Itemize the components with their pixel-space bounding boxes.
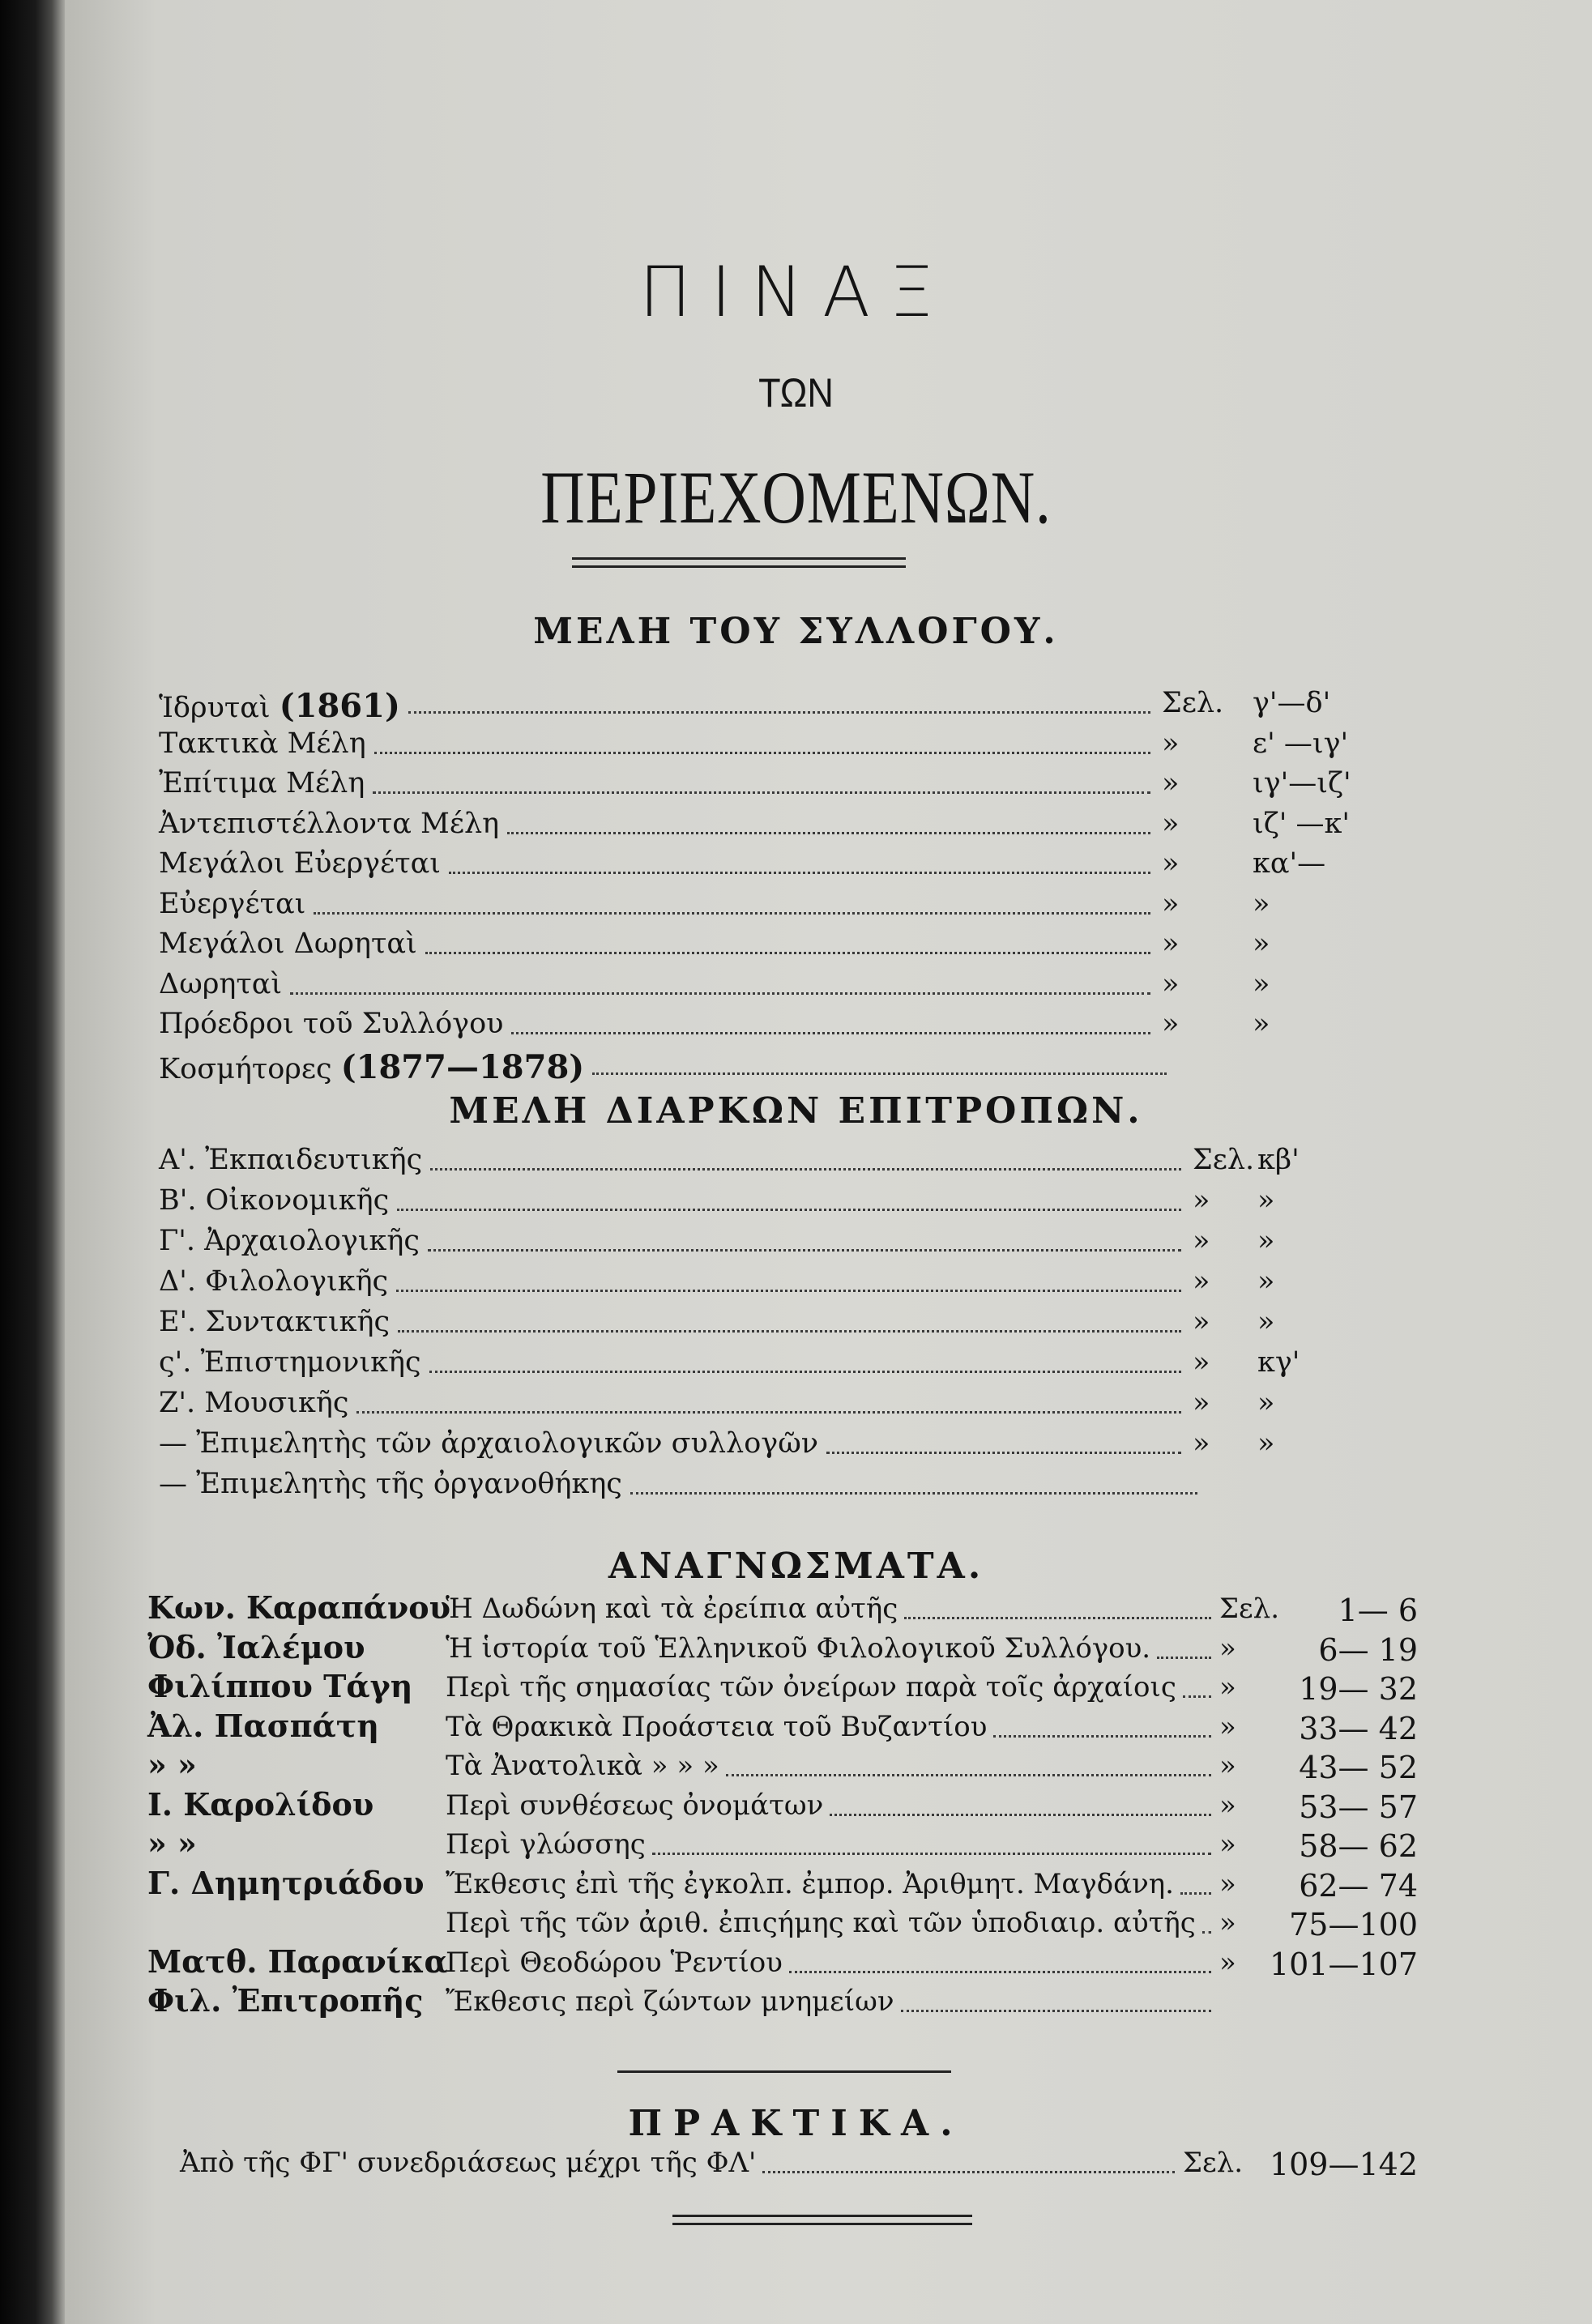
page-number: » [1253,967,1270,1000]
page-mark: » [1162,927,1180,960]
entry-label-text: Α'. Ἐκπαιδευτικῆς [159,1144,423,1176]
readings-rule [617,2070,951,2073]
toc-entry [159,1184,1439,1220]
dot-leader [904,1593,1211,1619]
toc-entry [159,767,1439,803]
page-number: κβ' [1257,1144,1300,1176]
reading-title: Ἔκθεσις ἐπὶ τῆς ἐγκολπ. ἐμπορ. Ἀριθμητ. Μαγδάνη. [446,1867,1174,1900]
entry-label-text: Β'. Οἰκονομικῆς [159,1184,390,1217]
reading-entry [0,1942,1592,1984]
toc-entry [159,1265,1439,1301]
page-number: » [1257,1265,1275,1298]
reading-author: Ὀδ. Ἰαλέμου [147,1628,365,1665]
entry-label [159,1008,503,1040]
page-mark: » [1162,767,1180,800]
page-number: » [1257,1427,1275,1460]
dot-leader [425,927,1150,954]
bottom-rule-top [672,2215,972,2217]
dot-leader [373,767,1150,794]
page-range: 6— 19 [1318,1631,1418,1668]
dot-leader [511,1008,1150,1034]
dot-leader [449,847,1150,874]
toc-entry [159,888,1439,923]
reading-title: Περὶ τῆς τῶν ἀριθ. ἐπιςήμης καὶ τῶν ὑποδιαιρ. αὐτῆς [446,1907,1196,1939]
entry-label-text: Ἱδρυταὶ [159,692,280,724]
page-number: ε' —ιγ' [1253,727,1349,760]
section-heading-proceedings: ΠΡΑΚΤΙΚΑ. [628,2103,964,2144]
dot-leader [428,1225,1181,1252]
page-number: ιγ'—ιζ' [1253,767,1351,800]
reading-entry [0,1707,1592,1748]
page-mark: » [1219,1789,1236,1822]
page-range: 58— 62 [1299,1828,1418,1864]
page-mark: » [1193,1225,1210,1257]
reading-title: Περὶ Θεοδώρου Ῥεντίου [446,1946,783,1979]
toc-entry [159,1346,1439,1382]
reading-entry [0,1668,1592,1708]
toc-entry [159,1427,1439,1463]
page-subtitle: ΤΩΝ [758,370,834,416]
dot-leader [429,1346,1181,1373]
entry-label [159,1265,388,1298]
dot-leader [762,2147,1175,2173]
toc-entry [159,1144,1439,1179]
page-number: » [1257,1184,1275,1217]
reading-title: Περὶ τῆς σημασίας τῶν ὀνείρων παρὰ τοῖς ἀρχαίοις [446,1671,1176,1704]
entry-label [159,1306,390,1338]
dot-leader [396,1265,1181,1292]
entry-label-text: Ε'. Συντακτικῆς [159,1306,391,1338]
toc-entry [159,1048,1439,1084]
reading-entry [0,1982,1592,2023]
dot-leader [630,1468,1197,1495]
page-mark: » [1219,1946,1236,1979]
page-title: ΠΙΝΑΞ [638,252,954,333]
entry-label-text: Γ'. Ἀρχαιολογικῆς [159,1225,420,1257]
entry-label-year: (1861) [279,687,400,725]
page-mark: » [1219,1907,1236,1939]
page-mark: Σελ. [1162,687,1224,719]
entry-label-text: Ἐπίτιμα Μέλη [159,767,365,800]
page-mark: Σελ. [1183,2147,1244,2179]
reading-entry [0,1589,1592,1630]
dot-leader [398,1306,1181,1333]
dot-leader [592,1048,1167,1075]
reading-entry [0,1628,1592,1669]
page-mark: Σελ. [1219,1593,1280,1625]
dot-leader [726,1750,1211,1776]
dot-leader [993,1711,1211,1738]
page-number: ιζ' —κ' [1253,807,1350,840]
entry-label-text: — Ἐπιμελητὴς τῶν ἀρχαιολογικῶν συλλογῶν [159,1427,819,1460]
entry-label-text: Ἀντεπιστέλλοντα Μέλη [159,807,500,840]
page-range: 19— 32 [1299,1671,1418,1707]
page-mark: » [1219,1750,1236,1782]
reading-author: Ι. Καρολίδου [147,1785,374,1823]
entry-label-text: Δωρηταὶ [159,967,283,1000]
page-range: 101—107 [1269,1946,1418,1982]
page-mark: Σελ. [1193,1144,1255,1176]
page-number: κα'— [1253,847,1326,880]
page-range: 1— 6 [1338,1593,1418,1628]
page-mark: » [1162,847,1180,880]
page-mark: » [1193,1306,1210,1338]
entry-label-text: — Ἐπιμελητὴς τῆς ὀργανοθήκης [159,1468,622,1500]
reading-author: Φιλ. Ἐπιτροπῆς [147,1982,424,2019]
reading-author: Γ. Δημητριάδου [147,1864,425,1901]
page-mark: » [1219,1710,1236,1743]
toc-entry [159,727,1439,763]
entry-label [159,1468,622,1500]
entry-label [159,767,365,800]
page-range: 43— 52 [1299,1750,1418,1785]
toc-entry [159,1468,1439,1503]
entry-label [159,927,417,960]
page-mark: » [1219,1867,1236,1900]
page-range: 109—142 [1269,2147,1418,2182]
reading-author: Κων. Καραπάνου [147,1589,450,1626]
reading-title: Περὶ συνθέσεως ὀνομάτων [446,1789,824,1822]
reading-entry [0,1785,1592,1827]
page-mark: » [1193,1427,1210,1460]
toc-entry [159,1225,1439,1260]
section-heading-committees: ΜΕΛΗ ΔΙΑΡΚΩΝ ΕΠΙΤΡΟΠΩΝ. [449,1090,1143,1132]
toc-entry [159,1387,1439,1422]
page-number: » [1257,1387,1275,1419]
dot-leader [1202,1907,1211,1934]
entry-label-text: Ζ'. Μουσικῆς [159,1387,349,1419]
page-mark: » [1162,807,1180,840]
dot-leader [652,1828,1211,1855]
toc-entry [159,847,1439,883]
page-mark: » [1162,967,1180,1000]
proceedings-entry [0,2147,1592,2184]
reading-author: Φιλίππου Τάγη [147,1668,413,1704]
page-number: γ'—δ' [1253,687,1331,719]
entry-label-text: Δ'. Φιλολογικῆς [159,1265,389,1298]
toc-entry [159,1008,1439,1043]
dot-leader [290,968,1150,995]
toc-entry [159,687,1439,723]
entry-label [159,1225,420,1257]
reading-title: Τὰ Ἀνατολικὰ » » » [446,1750,719,1782]
entry-label [159,1144,422,1176]
entry-label-text: ς'. Ἐπιστημονικῆς [159,1346,421,1379]
toc-entry [159,927,1439,963]
dot-leader [356,1387,1181,1414]
page-range: 33— 42 [1299,1710,1418,1746]
page-mark: » [1162,1008,1180,1040]
entry-label [159,1184,389,1217]
page-title-main: ΠΕΡΙΕΧΟΜΕΝΩΝ. [540,456,1052,539]
entry-label [159,888,305,920]
dot-leader [901,1985,1211,2012]
reading-title: Ἡ Δωδώνη καὶ τὰ ἐρείπια αὐτῆς [446,1593,898,1625]
dot-leader [826,1427,1181,1454]
toc-entry [159,808,1439,843]
entry-label [159,1346,421,1379]
dot-leader [789,1947,1211,1973]
entry-label-text: Μεγάλοι Δωρηταὶ [159,927,417,960]
entry-label [159,727,366,760]
entry-label [159,808,499,840]
reading-title: Ἔκθεσις περὶ ζώντων μνημείων [446,1985,894,2018]
page-mark: » [1193,1346,1210,1379]
entry-label-text: Κοσμήτορες [159,1052,341,1085]
page-number: κγ' [1257,1346,1300,1379]
page-mark: » [1219,1828,1236,1861]
dot-leader [1180,1868,1211,1895]
dot-leader [830,1789,1211,1816]
page-number: » [1257,1225,1275,1257]
reading-author: » » [147,1746,197,1783]
section-heading-members: ΜΕΛΗ ΤΟΥ ΣΥΛΛΟΓΟΥ. [533,611,1059,652]
reading-author: » » [147,1825,197,1861]
entry-label [159,1048,584,1086]
entry-label [159,687,400,725]
title-rule-top [572,557,906,560]
page-number: » [1253,1008,1270,1040]
page-mark: » [1162,887,1180,920]
entry-label-text: Μεγάλοι Εὐεργέται [159,847,441,880]
page-range: 75—100 [1289,1907,1418,1942]
reading-title: Ἡ ἱστορία τοῦ Ἑλληνικοῦ Φιλολογικοῦ Συλλόγου. [446,1631,1151,1665]
reading-author: Ματθ. Παρανίκα [147,1942,448,1980]
dot-leader [374,727,1150,754]
reading-entry [0,1825,1592,1866]
dot-leader [1157,1632,1211,1659]
entry-label [159,847,441,880]
page-mark: » [1219,1671,1236,1704]
bottom-rule-bottom [672,2223,972,2225]
page-range: 62— 74 [1299,1867,1418,1904]
page-mark: » [1219,1631,1236,1665]
dot-leader [408,687,1150,714]
entry-label [159,1427,818,1460]
page-mark: » [1193,1387,1210,1419]
page-number: » [1257,1306,1275,1338]
page-mark: » [1162,727,1180,760]
toc-entry [159,1306,1439,1341]
reading-title: Τὰ Θρακικὰ Προάστεια τοῦ Βυζαντίου [446,1710,988,1743]
page-mark: » [1193,1184,1210,1217]
entry-label-text: Τακτικὰ Μέλη [159,727,366,760]
reading-title: Περὶ γλώσσης [446,1828,646,1861]
entry-label-text: Εὐεργέται [159,887,306,920]
proceedings-title: Ἀπὸ τῆς ΦΓ' συνεδριάσεως μέχρι τῆς ΦΛ' [180,2147,757,2179]
dot-leader [314,888,1150,915]
entry-label-year: (1877—1878) [340,1047,585,1086]
reading-entry [0,1907,1592,1944]
dot-leader [430,1144,1181,1171]
entry-label [159,1387,348,1419]
entry-label [159,968,282,1000]
dot-leader [507,808,1150,834]
reading-entry [0,1864,1592,1905]
reading-entry [0,1746,1592,1787]
toc-entry [159,968,1439,1004]
title-rule-bottom [572,565,906,568]
page-range: 53— 57 [1299,1789,1418,1825]
page-number: » [1253,927,1270,960]
page-number: » [1253,887,1270,920]
dot-leader [1183,1671,1211,1698]
dot-leader [397,1184,1181,1211]
section-heading-readings: ΑΝΑΓΝΩΣΜΑΤΑ. [608,1546,984,1587]
reading-author: Ἀλ. Πασπάτη [147,1707,379,1744]
entry-label-text: Πρόεδροι τοῦ Συλλόγου [159,1008,504,1040]
page-mark: » [1193,1265,1210,1298]
